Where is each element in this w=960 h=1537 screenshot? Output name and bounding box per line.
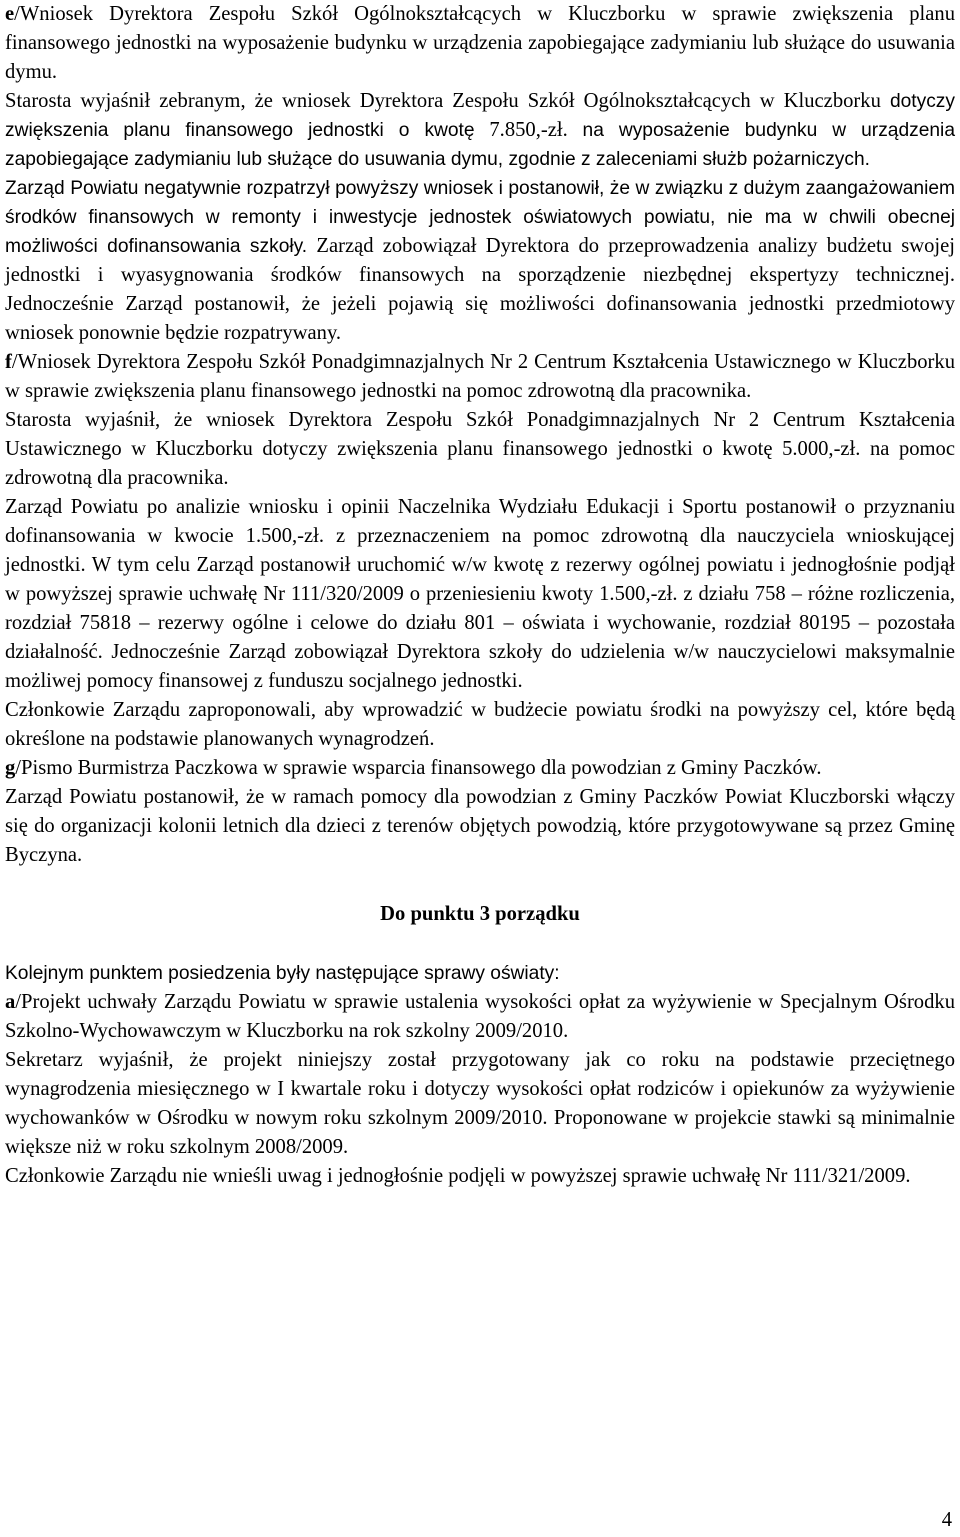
paragraph-text: /Wniosek Dyrektora Zespołu Szkół Ponadgimnazjalnych Nr 2 Centrum Kształcenia Ustawicznego w Kluczborku w sprawie zwiększenia planu finansowego jednostki na pomoc zdrowotną dla pracownika. [5,351,955,402]
paragraph-f-request [5,348,955,406]
paragraph-text: Zarząd Powiatu po analizie wniosku i opinii Naczelnika Wydziału Edukacji i Sportu postanowił o przyznaniu dofinansowania w kwocie 1.500,-zł. z przeznaczeniem na pomoc zdrowotną dla nauczyciela wnioskującej jednostki. W tym celu Zarząd postanowił uruchomić w/w kwotę z rezerwy ogólnej powiatu i jednogłośnie podjął w powyższej sprawie uchwałę Nr 111/320/2009 o przeniesieniu kwoty 1.500,-zł. z działu 758 – różne rozliczenia, rozdział 75818 – rezerwy ogólne i celowe do działu 801 – oświata i wychowanie, rozdział 80195 – pozostała działalność. Jednocześnie Zarząd zobowiązał Dyrektora szkoły do udzielenia w/w nauczycielowi maksymalnie możliwej pomocy finansowej z funduszu socjalnego jednostki. [5,496,955,692]
item-marker-g: g [5,757,16,779]
paragraph-board-decision-g [5,783,955,870]
spacer [5,870,955,900]
paragraph-text: Starosta wyjaśnił zebranym, że wniosek Dyrektora Zespołu Szkół Ogólnokształcących w Kluczborku [5,90,890,112]
paragraph-text: /Projekt uchwały Zarządu Powiatu w sprawie ustalenia wysokości opłat za wyżywienie w Specjalnym Ośrodku Szkolno-Wychowawczym w Kluczborku na rok szkolny 2009/2010. [5,991,955,1042]
paragraph-text: Zarząd Powiatu postanowił, że w ramach pomocy dla powodzian z Gminy Paczków Powiat Kluczborski włączy się do organizacji kolonii letnich dla dzieci z terenów objętych powodzią, które przygotowywane są przez Gminę Byczyna. [5,786,955,866]
paragraph-text: Zarząd Powiatu negatywnie rozpatrzył powyższy wniosek i postanowił, że w związku z dużym zaangażowaniem środków finansowych w remonty i inwestycje jednostek oświatowych powiatu, nie ma w chwili obecnej możliwości dofinansowania szkoły. [5,178,955,257]
paragraph-board-decision-e [5,174,955,348]
paragraph-g-letter [5,754,955,783]
paragraph-text: Członkowie Zarządu nie wnieśli uwag i jednogłośnie podjęli w powyższej sprawie uchwałę Nr 111/321/2009. [5,1165,911,1187]
paragraph-e-request [5,0,955,87]
paragraph-text: Członkowie Zarządu zaproponowali, aby wprowadzić w budżecie powiatu środki na powyższy cel, które będą określone na podstawie planowanych wynagrodzeń. [5,699,955,750]
paragraph-text: dotyczy zwiększenia planu finansowego jednostki o kwotę [5,91,955,141]
spacer [5,929,955,959]
paragraph-secretary-explanation [5,1046,955,1162]
paragraph-text: Starosta wyjaśnił, że wniosek Dyrektora Zespołu Szkół Ponadgimnazjalnych Nr 2 Centrum Kształcenia Ustawicznego w Kluczborku dotyczy zwiększenia planu finansowego jednostki o kwotę 5.000,-zł. na pomoc zdrowotną dla pracownika. [5,409,955,489]
paragraph-a-resolution-draft [5,988,955,1046]
item-marker-a: a [5,991,16,1013]
section-heading: Do punktu 3 porządku [380,903,580,925]
paragraph-agenda-intro [5,959,955,988]
paragraph-text: 7.850,-zł. [474,119,583,141]
paragraph-text: na wyposażenie budynku w urządzenia zapobiegające zadymianiu lub służące do usuwania dymu, zgodnie z zaleceniami służb pożarniczych. [5,120,955,170]
paragraph-text: /Pismo Burmistrza Paczkowa w sprawie wsparcia finansowego dla powodzian z Gminy Paczków. [15,757,822,779]
page-number: 4 [941,1509,952,1531]
paragraph-members-proposal [5,696,955,754]
paragraph-board-decision-f [5,493,955,696]
paragraph-text: /Wniosek Dyrektora Zespołu Szkół Ogólnokształcących w Kluczborku w sprawie zwiększenia planu finansowego jednostki na wyposażenie budynku w urządzenia zapobiegające zadymianiu lub służące do usuwania dymu. [5,3,955,83]
document-page [5,0,955,1191]
item-marker-e: e [5,3,15,25]
paragraph-text: Sekretarz wyjaśnił, że projekt niniejszy został przygotowany jak co roku na podstawie przeciętnego wynagrodzenia miesięcznego w I kwartale roku i dotyczy wysokości opłat rodziców i opiekunów za wyżywienie wychowanków w Ośrodku w nowym roku szkolnym 2009/2010. Proponowane w projekcie stawki są minimalnie większe niż w roku szkolnym 2008/2009. [5,1049,955,1158]
paragraph-starosta-explanation-e [5,87,955,174]
paragraph-members-resolution [5,1162,955,1191]
paragraph-text: Zarząd zobowiązał Dyrektora do przeprowadzenia analizy budżetu swojej jednostki i wyasygnowania środków finansowych na sporządzenie niezbędnej ekspertyzy technicznej. Jednocześnie Zarząd postanowił, że jeżeli pojawią się możliwości dofinansowania jednostki przedmiotowy wniosek ponownie będzie rozpatrywany. [5,235,955,344]
paragraph-starosta-explanation-f [5,406,955,493]
paragraph-text: Kolejnym punktem posiedzenia były następujące sprawy oświaty: [5,963,560,984]
item-marker-f: f [5,351,12,373]
